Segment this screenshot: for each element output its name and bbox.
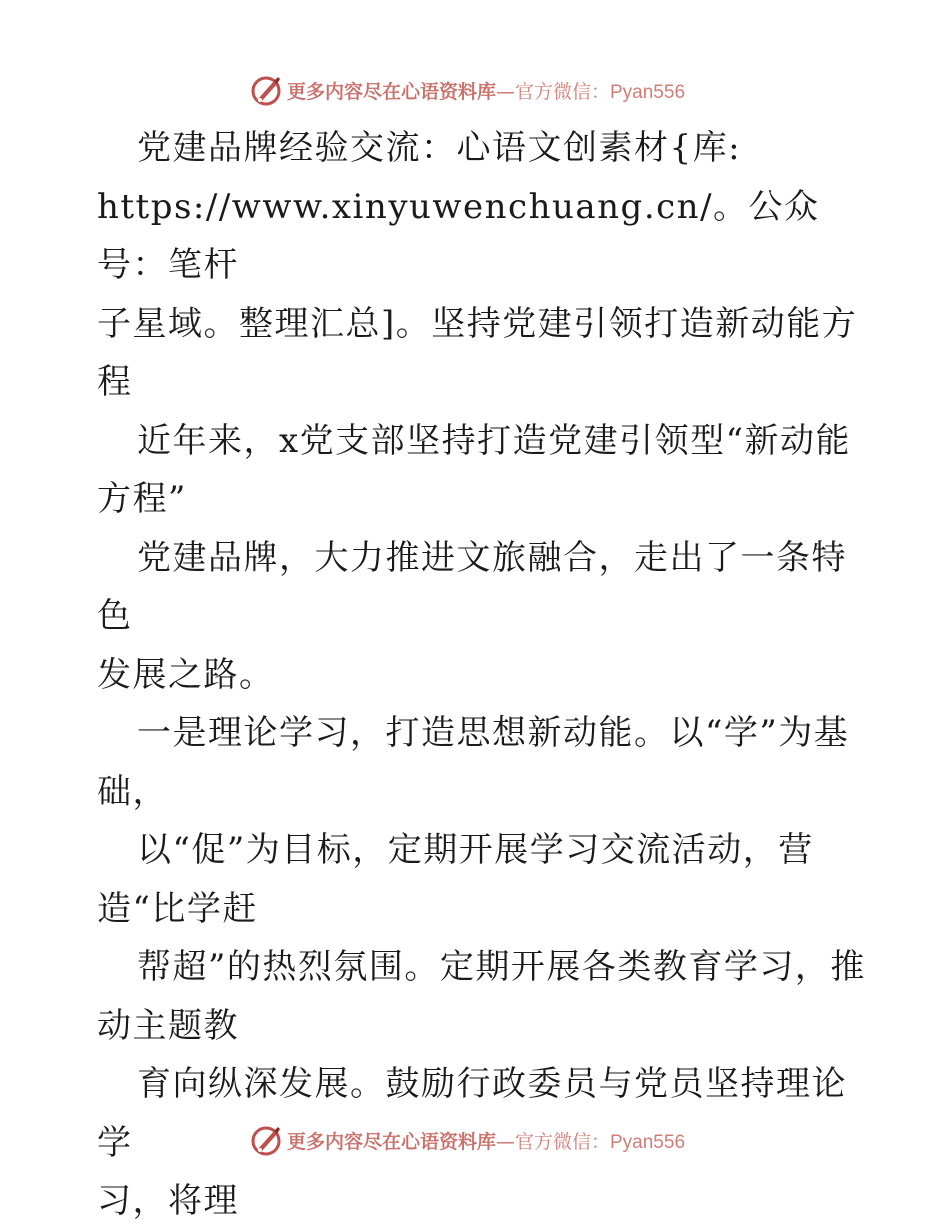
- paragraph-line: 以“促”为目标，定期开展学习交流活动，营: [137, 830, 814, 870]
- paragraph-line: 育向纵深发展。鼓励行政委员与党员坚持理论学: [97, 1064, 847, 1163]
- watermark-separator: —: [495, 80, 515, 103]
- paragraph-line: 帮超”的热烈氛围。定期开展各类教育学习，推: [137, 947, 866, 987]
- watermark-wechat-id: Pyan556: [610, 81, 686, 103]
- paragraph-line: 发展之路。: [97, 654, 275, 695]
- pen-logo-icon: [249, 1123, 283, 1157]
- paragraph-line: 党建品牌经验交流：心语文创素材{库:: [137, 128, 742, 168]
- paragraph-line: 造“比学赶: [97, 888, 258, 929]
- watermark-group: [249, 73, 685, 107]
- paragraph-line: 子星域。整理汇总]。坚持党建引领打造新动能方: [97, 303, 858, 344]
- header-watermark: [0, 70, 950, 110]
- document-body: [97, 119, 867, 1231]
- paragraph-line: 一是理论学习，打造思想新动能。以“学”为基: [137, 713, 850, 753]
- watermark-separator: —: [495, 1130, 515, 1153]
- paragraph-line: 习，将理: [97, 1181, 239, 1221]
- watermark-site: 更多内容尽在心语资料库: [286, 80, 496, 103]
- footer-watermark: [0, 1120, 950, 1160]
- watermark-wechat-label: 官方微信：: [514, 80, 610, 103]
- paragraph-line: 动主题教: [97, 1005, 239, 1046]
- paragraph-line: 近年来，x党支部坚持打造党建引领型“新动能: [137, 420, 852, 461]
- watermark-wechat-id: Pyan556: [610, 1131, 686, 1153]
- paragraph-line: 程: [97, 362, 133, 402]
- watermark-wechat-label: 官方微信：: [514, 1130, 610, 1153]
- pen-logo-icon: [249, 73, 283, 107]
- watermark-group: [249, 1123, 685, 1157]
- watermark-site: 更多内容尽在心语资料库: [286, 1130, 496, 1153]
- paragraph-line: 础，: [97, 771, 168, 812]
- watermark-text: [287, 1127, 685, 1154]
- paragraph-line: 党建品牌，大力推进文旅融合，走出了一条特色: [97, 537, 847, 636]
- watermark-text: [287, 77, 685, 104]
- paragraph-line: 方程”: [97, 479, 187, 519]
- paragraph-line: https://www.xinyuwenchuang.cn/。公众号：笔杆: [97, 186, 820, 285]
